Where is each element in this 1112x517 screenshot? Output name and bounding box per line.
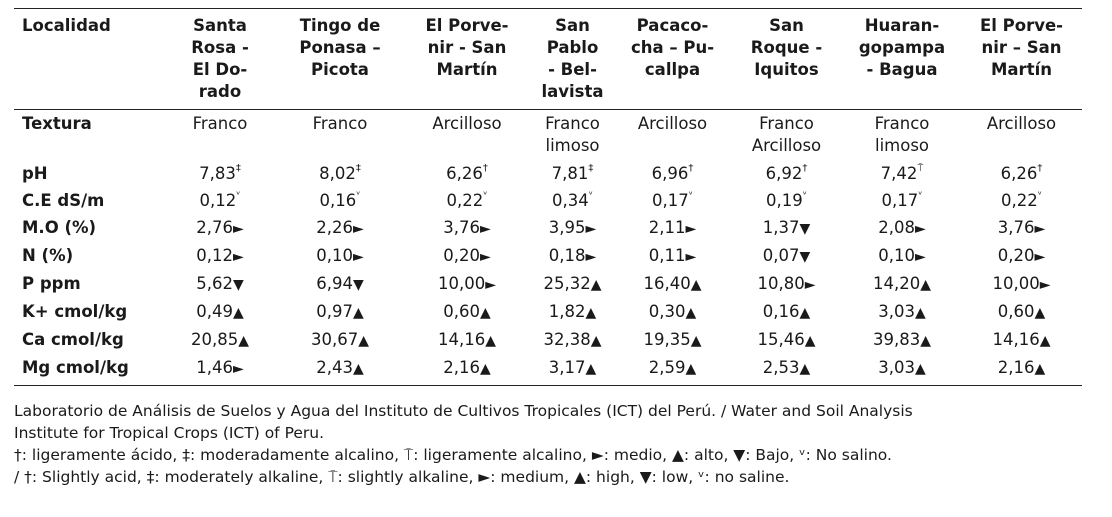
header-text-line: cha – Pu- xyxy=(630,38,715,57)
header-text-line: San xyxy=(555,16,590,35)
row-label: C.E dS/m xyxy=(22,191,105,210)
header-text-line: Ponasa – xyxy=(299,38,381,57)
table-cell xyxy=(843,161,961,188)
cell-value: 0,16 xyxy=(762,302,800,321)
cell-value: 0,10 xyxy=(878,246,915,265)
cell-value-line2: limoso xyxy=(874,136,930,155)
cell-value: 0,97 xyxy=(316,302,353,321)
class-superscript: ᵛ xyxy=(802,189,807,201)
level-marker-icon: ▲ xyxy=(238,333,250,349)
header-text-line: lavista xyxy=(541,82,604,101)
cell-value: 2,53 xyxy=(762,358,800,377)
cell-value: 2,11 xyxy=(648,218,686,237)
level-marker-icon: ► xyxy=(585,221,597,237)
cell-value: 2,59 xyxy=(648,358,686,377)
cell-value: 7,81 xyxy=(551,164,589,183)
table-cell xyxy=(615,327,730,355)
table-cell xyxy=(404,110,530,162)
cell-value: 14,16 xyxy=(437,330,486,349)
level-marker-icon: ► xyxy=(232,249,244,265)
cell-value: 14,16 xyxy=(992,330,1040,349)
table-cell xyxy=(730,271,843,299)
level-marker-icon: ► xyxy=(232,361,244,377)
class-superscript: ᵛ xyxy=(588,189,593,201)
table-cell xyxy=(404,299,530,327)
class-superscript: † xyxy=(482,162,488,174)
table-cell xyxy=(843,327,961,355)
cell-value: Franco xyxy=(874,114,930,133)
footnote-legend-en: / †: Slightly acid, ‡: moderately alkaline, ⍑: slightly alkaline, ►: medium, ▲: high, ▼: low, ᵛ: no saline. xyxy=(14,468,790,486)
level-marker-icon: ▲ xyxy=(479,361,491,377)
cell-value: 20,85 xyxy=(190,330,239,349)
table-cell xyxy=(530,110,615,162)
level-marker-icon: ► xyxy=(585,249,597,265)
table-cell xyxy=(276,243,404,271)
level-marker-icon: ▲ xyxy=(352,361,364,377)
table-cell xyxy=(164,243,276,271)
table-cell xyxy=(615,161,730,188)
cell-value: 6,96 xyxy=(651,164,689,183)
level-marker-icon: ▼ xyxy=(799,249,811,265)
table-row xyxy=(14,299,1082,327)
level-marker-icon: ▼ xyxy=(232,277,244,293)
row-label: pH xyxy=(22,164,48,183)
header-text-line: Localidad xyxy=(22,16,111,35)
cell-value: Franco xyxy=(545,114,600,133)
table-cell xyxy=(276,299,404,327)
class-superscript: † xyxy=(1037,162,1043,174)
table-cell xyxy=(961,271,1082,299)
soil-analysis-table xyxy=(14,8,1082,386)
table-row xyxy=(14,215,1082,243)
footnote-legend-es: †: ligeramente ácido, ‡: moderadamente alcalino, ⍑: ligeramente alcalino, ►: medio, ▲: alto, ▼: Bajo, ᵛ: No salino. xyxy=(14,446,892,464)
level-marker-icon: ► xyxy=(479,249,491,265)
cell-value: 10,80 xyxy=(757,274,805,293)
header-text-line: Huaran- xyxy=(864,16,940,35)
cell-value: 39,83 xyxy=(872,330,921,349)
table-footnote xyxy=(14,400,1094,488)
level-marker-icon: ▲ xyxy=(799,361,811,377)
cell-value: 0,17 xyxy=(652,191,689,210)
cell-value: 6,26 xyxy=(446,164,483,183)
table-cell xyxy=(404,327,530,355)
level-marker-icon: ► xyxy=(804,277,816,293)
table-row xyxy=(14,188,1082,215)
row-label: P ppm xyxy=(22,274,81,293)
header-text-line: El Porve- xyxy=(425,16,509,35)
cell-value: 3,03 xyxy=(878,358,915,377)
row-label: K+ cmol/kg xyxy=(22,302,128,321)
level-marker-icon: ▲ xyxy=(590,333,602,349)
cell-value: 0,22 xyxy=(446,191,484,210)
table-cell xyxy=(615,215,730,243)
cell-value: 0,19 xyxy=(766,191,803,210)
cell-value: 1,82 xyxy=(548,302,586,321)
table-cell xyxy=(530,161,615,188)
table-cell xyxy=(276,271,404,299)
row-label: N (%) xyxy=(22,246,74,265)
cell-value: Arcilloso xyxy=(637,114,708,133)
level-marker-icon: ▲ xyxy=(585,361,597,377)
table-cell xyxy=(164,355,276,386)
table-cell xyxy=(730,215,843,243)
cell-value: 0,10 xyxy=(316,246,353,265)
row-label: Ca cmol/kg xyxy=(22,330,124,349)
level-marker-icon: ▲ xyxy=(914,361,926,377)
table-cell xyxy=(843,215,961,243)
header-text-line: Martín xyxy=(991,60,1052,79)
table-cell xyxy=(530,355,615,386)
level-marker-icon: ▲ xyxy=(590,277,602,293)
cell-value: 3,76 xyxy=(443,218,480,237)
table-cell xyxy=(404,355,530,386)
table-cell xyxy=(843,243,961,271)
table-cell xyxy=(730,243,843,271)
table-cell xyxy=(730,188,843,215)
table-cell xyxy=(164,327,276,355)
header-text-line: El Do- xyxy=(192,60,248,79)
level-marker-icon: ► xyxy=(914,249,926,265)
class-superscript: ‡ xyxy=(235,162,241,174)
cell-value: 5,62 xyxy=(196,274,233,293)
level-marker-icon: ► xyxy=(485,277,497,293)
cell-value: 0,49 xyxy=(196,302,233,321)
table-cell xyxy=(961,299,1082,327)
header-text-line: Santa xyxy=(193,16,247,35)
level-marker-icon: ▲ xyxy=(685,361,697,377)
cell-value: 0,60 xyxy=(443,302,480,321)
cell-value: 6,26 xyxy=(1000,164,1038,183)
cell-value: 2,43 xyxy=(316,358,353,377)
header-text-line: San xyxy=(769,16,804,35)
table-cell xyxy=(404,243,530,271)
cell-value: 6,94 xyxy=(316,274,353,293)
table-cell xyxy=(615,271,730,299)
column-header-location xyxy=(530,9,615,110)
header-text-line: El Porve- xyxy=(979,16,1064,35)
cell-value: 19,35 xyxy=(643,330,691,349)
cell-value: 1,46 xyxy=(196,358,233,377)
row-label: Mg cmol/kg xyxy=(14,355,164,386)
column-header-location xyxy=(961,9,1082,110)
table-cell xyxy=(730,110,843,162)
cell-value: 0,11 xyxy=(648,246,686,265)
cell-value: 0,18 xyxy=(548,246,586,265)
table-cell xyxy=(615,110,730,162)
class-superscript: ‡ xyxy=(355,162,361,174)
table-cell xyxy=(961,355,1082,386)
cell-value: 7,83 xyxy=(199,164,236,183)
table-cell xyxy=(961,110,1082,162)
header-text-line: Pacaco- xyxy=(636,16,709,35)
class-superscript: ‡ xyxy=(588,162,594,174)
table-cell xyxy=(730,355,843,386)
table-cell xyxy=(276,188,404,215)
table-body xyxy=(14,110,1082,386)
cell-value: 8,02 xyxy=(319,164,356,183)
cell-value: 1,37 xyxy=(762,218,800,237)
table-cell xyxy=(530,271,615,299)
level-marker-icon: ▲ xyxy=(1034,305,1046,321)
table-cell xyxy=(164,215,276,243)
cell-value: 32,38 xyxy=(543,330,591,349)
cell-value: 3,76 xyxy=(997,218,1035,237)
cell-value: 3,17 xyxy=(548,358,586,377)
table-cell xyxy=(730,299,843,327)
table-cell xyxy=(404,188,530,215)
header-text-line: nir – San xyxy=(981,38,1062,57)
table-cell xyxy=(164,161,276,188)
cell-value: Franco xyxy=(312,114,368,133)
column-header-location xyxy=(843,9,961,110)
level-marker-icon: ▲ xyxy=(920,333,932,349)
table-cell xyxy=(276,110,404,162)
header-text-line: nir - San xyxy=(427,38,507,57)
level-marker-icon: ▲ xyxy=(1039,333,1051,349)
table-row xyxy=(14,110,1082,162)
header-text-line: - Bagua xyxy=(866,60,938,79)
table-row xyxy=(14,327,1082,355)
cell-value: 10,00 xyxy=(992,274,1040,293)
table-cell xyxy=(843,355,961,386)
table-cell xyxy=(843,299,961,327)
header-text-line: Tingo de xyxy=(299,16,381,35)
table-cell xyxy=(961,161,1082,188)
table-cell xyxy=(276,161,404,188)
table-cell xyxy=(276,327,404,355)
cell-value: 0,07 xyxy=(762,246,800,265)
cell-value: 3,95 xyxy=(548,218,586,237)
cell-value: 0,12 xyxy=(196,246,233,265)
level-marker-icon: ▲ xyxy=(352,305,364,321)
table-cell xyxy=(843,271,961,299)
table-cell xyxy=(164,299,276,327)
table-cell xyxy=(530,243,615,271)
level-marker-icon: ▲ xyxy=(358,333,370,349)
table-cell xyxy=(530,327,615,355)
table-row xyxy=(14,243,1082,271)
cell-value: 2,26 xyxy=(316,218,353,237)
table-cell xyxy=(404,161,530,188)
level-marker-icon: ▲ xyxy=(920,277,932,293)
class-superscript: ᵛ xyxy=(356,189,361,201)
cell-value: Arcilloso xyxy=(986,114,1057,133)
table-cell xyxy=(276,355,404,386)
header-text-line: gopampa xyxy=(858,38,946,57)
class-superscript: ⍑ xyxy=(917,162,924,174)
table-row xyxy=(14,161,1082,188)
class-superscript: ᵛ xyxy=(483,189,488,201)
cell-value: 15,46 xyxy=(757,330,805,349)
level-marker-icon: ► xyxy=(685,221,697,237)
table-cell xyxy=(164,110,276,162)
column-header-location xyxy=(276,9,404,110)
level-marker-icon: ▲ xyxy=(685,305,697,321)
table-cell xyxy=(164,271,276,299)
table-cell xyxy=(843,188,961,215)
table-cell xyxy=(730,327,843,355)
table-cell xyxy=(530,188,615,215)
cell-value: 6,92 xyxy=(765,164,803,183)
table-header-row xyxy=(14,9,1082,110)
cell-value: 0,16 xyxy=(319,191,357,210)
row-label: M.O (%) xyxy=(22,218,97,237)
table-cell xyxy=(961,327,1082,355)
table-cell xyxy=(615,188,730,215)
cell-value: Franco xyxy=(759,114,814,133)
class-superscript: ᵛ xyxy=(1037,189,1042,201)
cell-value: 2,16 xyxy=(997,358,1035,377)
table-cell xyxy=(730,161,843,188)
class-superscript: † xyxy=(688,162,694,174)
table-cell xyxy=(961,188,1082,215)
level-marker-icon: ► xyxy=(914,221,926,237)
class-superscript: ᵛ xyxy=(688,189,693,201)
cell-value: 7,42 xyxy=(880,164,918,183)
table-cell xyxy=(404,271,530,299)
level-marker-icon: ▲ xyxy=(690,277,702,293)
cell-value: 0,34 xyxy=(552,191,589,210)
cell-value: Arcilloso xyxy=(432,114,502,133)
header-text-line: Rosa - xyxy=(191,38,249,57)
level-marker-icon: ► xyxy=(352,249,364,265)
column-header-location xyxy=(730,9,843,110)
class-superscript: ᵛ xyxy=(236,189,241,201)
column-header-localidad xyxy=(14,9,164,110)
cell-value: 3,03 xyxy=(878,302,915,321)
table-cell xyxy=(276,215,404,243)
cell-value: 2,16 xyxy=(443,358,480,377)
table-cell xyxy=(615,355,730,386)
level-marker-icon: ▼ xyxy=(799,221,811,237)
table-cell xyxy=(961,215,1082,243)
cell-value: 30,67 xyxy=(310,330,359,349)
level-marker-icon: ► xyxy=(479,221,491,237)
table-cell xyxy=(164,188,276,215)
level-marker-icon: ▲ xyxy=(485,333,497,349)
cell-value: 0,30 xyxy=(648,302,686,321)
table-cell xyxy=(615,243,730,271)
cell-value-line2: limoso xyxy=(545,136,600,155)
cell-value: 0,17 xyxy=(881,191,919,210)
level-marker-icon: ► xyxy=(232,221,244,237)
level-marker-icon: ▲ xyxy=(690,333,702,349)
cell-value: Franco xyxy=(192,114,248,133)
level-marker-icon: ► xyxy=(1034,221,1046,237)
table-row xyxy=(14,355,1082,386)
row-label: Textura xyxy=(22,114,92,133)
cell-value: 2,76 xyxy=(196,218,233,237)
header-text-line: Picota xyxy=(311,60,369,79)
table-cell xyxy=(404,215,530,243)
column-header-location xyxy=(164,9,276,110)
column-header-location xyxy=(615,9,730,110)
soil-analysis-table-container xyxy=(14,8,1082,386)
level-marker-icon: ► xyxy=(352,221,364,237)
level-marker-icon: ▲ xyxy=(799,305,811,321)
cell-value: 2,08 xyxy=(878,218,915,237)
cell-value: 10,00 xyxy=(437,274,486,293)
cell-value: 16,40 xyxy=(643,274,691,293)
cell-value: 0,22 xyxy=(1001,191,1038,210)
cell-value: 0,20 xyxy=(443,246,480,265)
header-text-line: callpa xyxy=(644,60,701,79)
header-text-line: Iquitos xyxy=(754,60,819,79)
table-cell xyxy=(530,215,615,243)
header-text-line: - Bel- xyxy=(548,60,597,79)
cell-value: 0,60 xyxy=(997,302,1035,321)
header-text-line: Martín xyxy=(436,60,498,79)
table-cell xyxy=(530,299,615,327)
level-marker-icon: ▲ xyxy=(914,305,926,321)
level-marker-icon: ► xyxy=(1034,249,1046,265)
footnote-source-line: Laboratorio de Análisis de Suelos y Agua del Instituto de Cultivos Tropicales (ICT) del Perú. / Water and Soil Analysis xyxy=(14,402,913,420)
level-marker-icon: ▼ xyxy=(352,277,364,293)
level-marker-icon: ► xyxy=(685,249,697,265)
level-marker-icon: ▲ xyxy=(804,333,816,349)
table-row xyxy=(14,271,1082,299)
class-superscript: ᵛ xyxy=(918,189,923,201)
footnote-source-line-en: Institute for Tropical Crops (ICT) of Peru. xyxy=(14,424,325,442)
level-marker-icon: ▲ xyxy=(232,305,244,321)
header-text-line: Pablo xyxy=(546,38,599,57)
header-text-line: Roque - xyxy=(750,38,823,57)
level-marker-icon: ▲ xyxy=(585,305,597,321)
table-cell xyxy=(615,299,730,327)
class-superscript: † xyxy=(802,162,808,174)
cell-value: 0,12 xyxy=(199,191,237,210)
column-header-location xyxy=(404,9,530,110)
level-marker-icon: ▲ xyxy=(479,305,491,321)
cell-value-line2: Arcilloso xyxy=(751,136,822,155)
cell-value: 0,20 xyxy=(997,246,1035,265)
level-marker-icon: ▲ xyxy=(1034,361,1046,377)
table-cell xyxy=(961,243,1082,271)
header-text-line: rado xyxy=(198,82,242,101)
cell-value: 14,20 xyxy=(872,274,921,293)
cell-value: 25,32 xyxy=(543,274,591,293)
table-cell xyxy=(843,110,961,162)
level-marker-icon: ► xyxy=(1039,277,1051,293)
